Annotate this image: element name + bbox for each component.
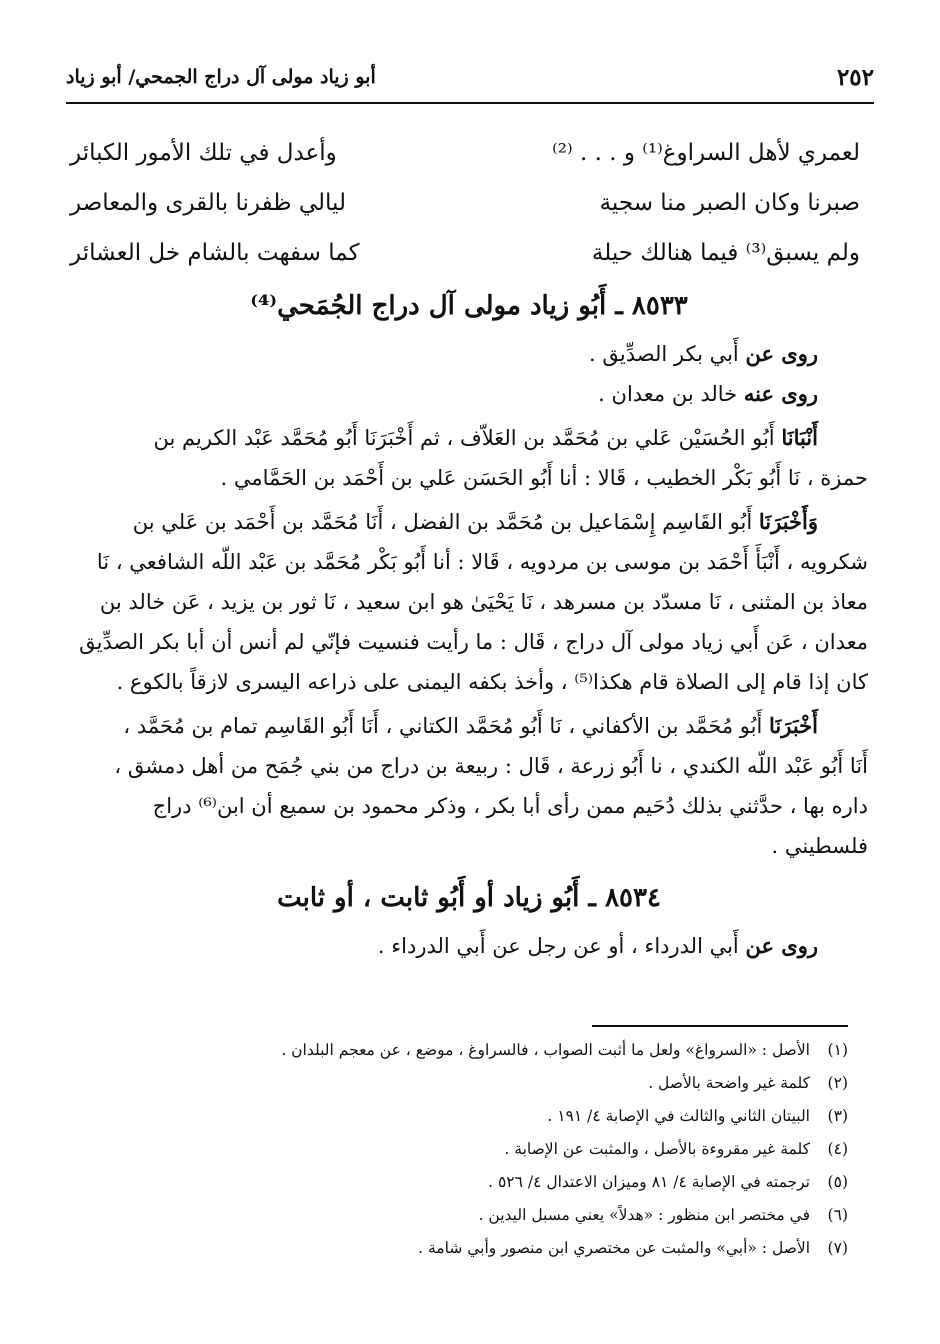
text-line [70,706,868,746]
footnote-divider [592,1025,848,1027]
verse-first-hemistich: صبرنا وكان الصبر منا سجية [599,190,860,216]
footnote-number: (٣) [827,1107,848,1125]
page-header [66,62,874,104]
keyword: روى عنه [743,381,818,406]
running-title: أبو زياد مولى آل دراج الجمحي/ أبو زياد [66,66,376,88]
text: أَبُو القَاسِم إِسْمَاعيل بن مُحَمَّد بن الفضل ، أَنَا مُحَمَّد بن أَحْمَد بن عَلي بن [132,510,759,534]
footnote-text: في مختصر ابن منظور : «هدلاً» يعني مسبل اليدين . [478,1206,810,1224]
footnote-number: (٢) [827,1074,848,1092]
keyword: روى عن [745,341,818,366]
footnote [88,1100,848,1133]
footnote-text: الأصل : «السرواغ» ولعل ما أثبت الصواب ، فالسراوغ ، موضع ، عن معجم البلدان . [281,1041,810,1059]
footnote-text: البيتان الثاني والثالث في الإصابة ٤/ ١٩١ . [547,1107,810,1125]
text: أَبي الدرداء ، أو عن رجل عن أَبي الدرداء . [377,934,746,958]
verse-second-hemistich: كما سفهت بالشام خل العشائر [70,240,360,266]
verse-second-hemistich: ليالي ظفرنا بالقرى والمعاصر [70,190,346,216]
narrated-from-line [70,926,868,966]
footnote [88,1034,848,1067]
text-line: حمزة ، نَا أَبُو بَكْر الخطيب ، قَالا : أنا أَبُو الحَسَن عَلي بن أَحْمَد بن الحَمَّامي . [220,466,868,490]
entry-heading: ٨٥٣٣ ـ أَبُو زياد مولى آل دراج الجُمَحي⁽⁴⁾ [250,291,688,321]
text-line: معاذ بن المثنى ، نَا مسدّد بن مسرهد ، نَا يَحْيَىٰ هو ابن سعيد ، نَا ثور بن يزيد ، عَن خالد بن [99,590,868,614]
footnote-number: (٤) [827,1140,848,1158]
text: أَبُو مُحَمَّد بن الأكفاني ، نَا أَبُو مُحَمَّد الكتاني ، أَنَا أَبُو القَاسِم تمام بن مُحَمَّد ، [123,714,770,738]
keyword: روى عن [745,933,818,958]
footnote-number: (١) [827,1041,848,1059]
text-line: أَنَا أَبُو عَبْد اللّه الكندي ، نا أَبُو زرعة ، قَال : ربيعة بن دراج من بني جُمَح من أهل دمشق ، [114,754,868,778]
footnote [88,1232,848,1265]
keyword: أَنْبَانَا [781,425,818,450]
text-line: معدان ، عَن أَبي زياد مولى آل دراج ، قَال : ما رأيت فنسيت فإنّي لم أنس أن أبا بكر الصدِّيق [79,630,868,654]
poem-verse [70,228,868,278]
footnote [88,1133,848,1166]
verse-second-hemistich: وأعدل في تلك الأمور الكبائر [70,140,337,166]
footnote [88,1199,848,1232]
text: أَبي بكر الصدِّيق . [589,342,746,366]
text-line [70,502,868,542]
keyword: أَخْبَرَنَا [769,713,818,738]
isnad-paragraph [70,706,868,866]
isnad-paragraph [70,502,868,702]
text-line [70,418,868,458]
footnote-text: الأصل : «أبي» والمثبت عن مختصري ابن منصور وأبي شامة . [418,1239,810,1257]
text: أَبُو الحُسَيْن عَلي بن مُحَمَّد بن العَلاّف ، ثم أَخْبَرَنَا أَبُو مُحَمَّد عَبْد الكريم بن [153,426,782,450]
main-text [70,128,868,966]
footnote [88,1166,848,1199]
footnote-number: (٥) [827,1173,848,1191]
narrated-by-line [70,374,868,414]
verse-first-hemistich: لعمري لأهل السراوغ⁽¹⁾ و . . . ⁽²⁾ [552,140,860,166]
footnotes [88,1034,848,1265]
text-line: داره بها ، حدَّثني بذلك دُحَيم ممن رأى أبا بكر ، وذكر محمود بن سميع أن ابن⁽⁶⁾ دراج [152,794,868,818]
narrated-from-line [70,334,868,374]
footnote-text: ترجمته في الإصابة ٤/ ٨١ وميزان الاعتدال ٤/ ٥٢٦ . [488,1173,810,1191]
text-line: شكرويه ، أَنْبَأَ أَحْمَد بن موسى بن مردويه ، قَالا : أنا أَبُو بَكْر مُحَمَّد بن عَبْد اللّه الشافعي ، نَا [96,550,868,574]
text: خالد بن معدان . [598,382,744,406]
isnad-paragraph [70,418,868,498]
footnote [88,1067,848,1100]
poem-verse [70,178,868,228]
keyword: وَأَخْبَرَنَا [758,509,818,534]
text-line: كان إذا قام إلى الصلاة قام هكذا⁽⁵⁾ ، وأخذ بكفه اليمنى على ذراعه اليسرى لازقاً بالكوع . [116,670,868,694]
page-number: ٢٥٢ [836,64,874,91]
verse-first-hemistich: ولم يسبق⁽³⁾ فيما هنالك حيلة [591,240,860,266]
footnote-number: (٦) [827,1206,848,1224]
text-line: فلسطيني . [771,834,868,858]
footnote-text: كلمة غير مقروءة بالأصل ، والمثبت عن الإصابة . [504,1140,810,1158]
poem-verse [70,128,868,178]
footnote-number: (٧) [827,1239,848,1257]
entry-heading: ٨٥٣٤ ـ أَبُو زياد أو أَبُو ثابت ، أو ثابت [277,883,661,913]
footnote-text: كلمة غير واضحة بالأصل . [648,1074,810,1092]
